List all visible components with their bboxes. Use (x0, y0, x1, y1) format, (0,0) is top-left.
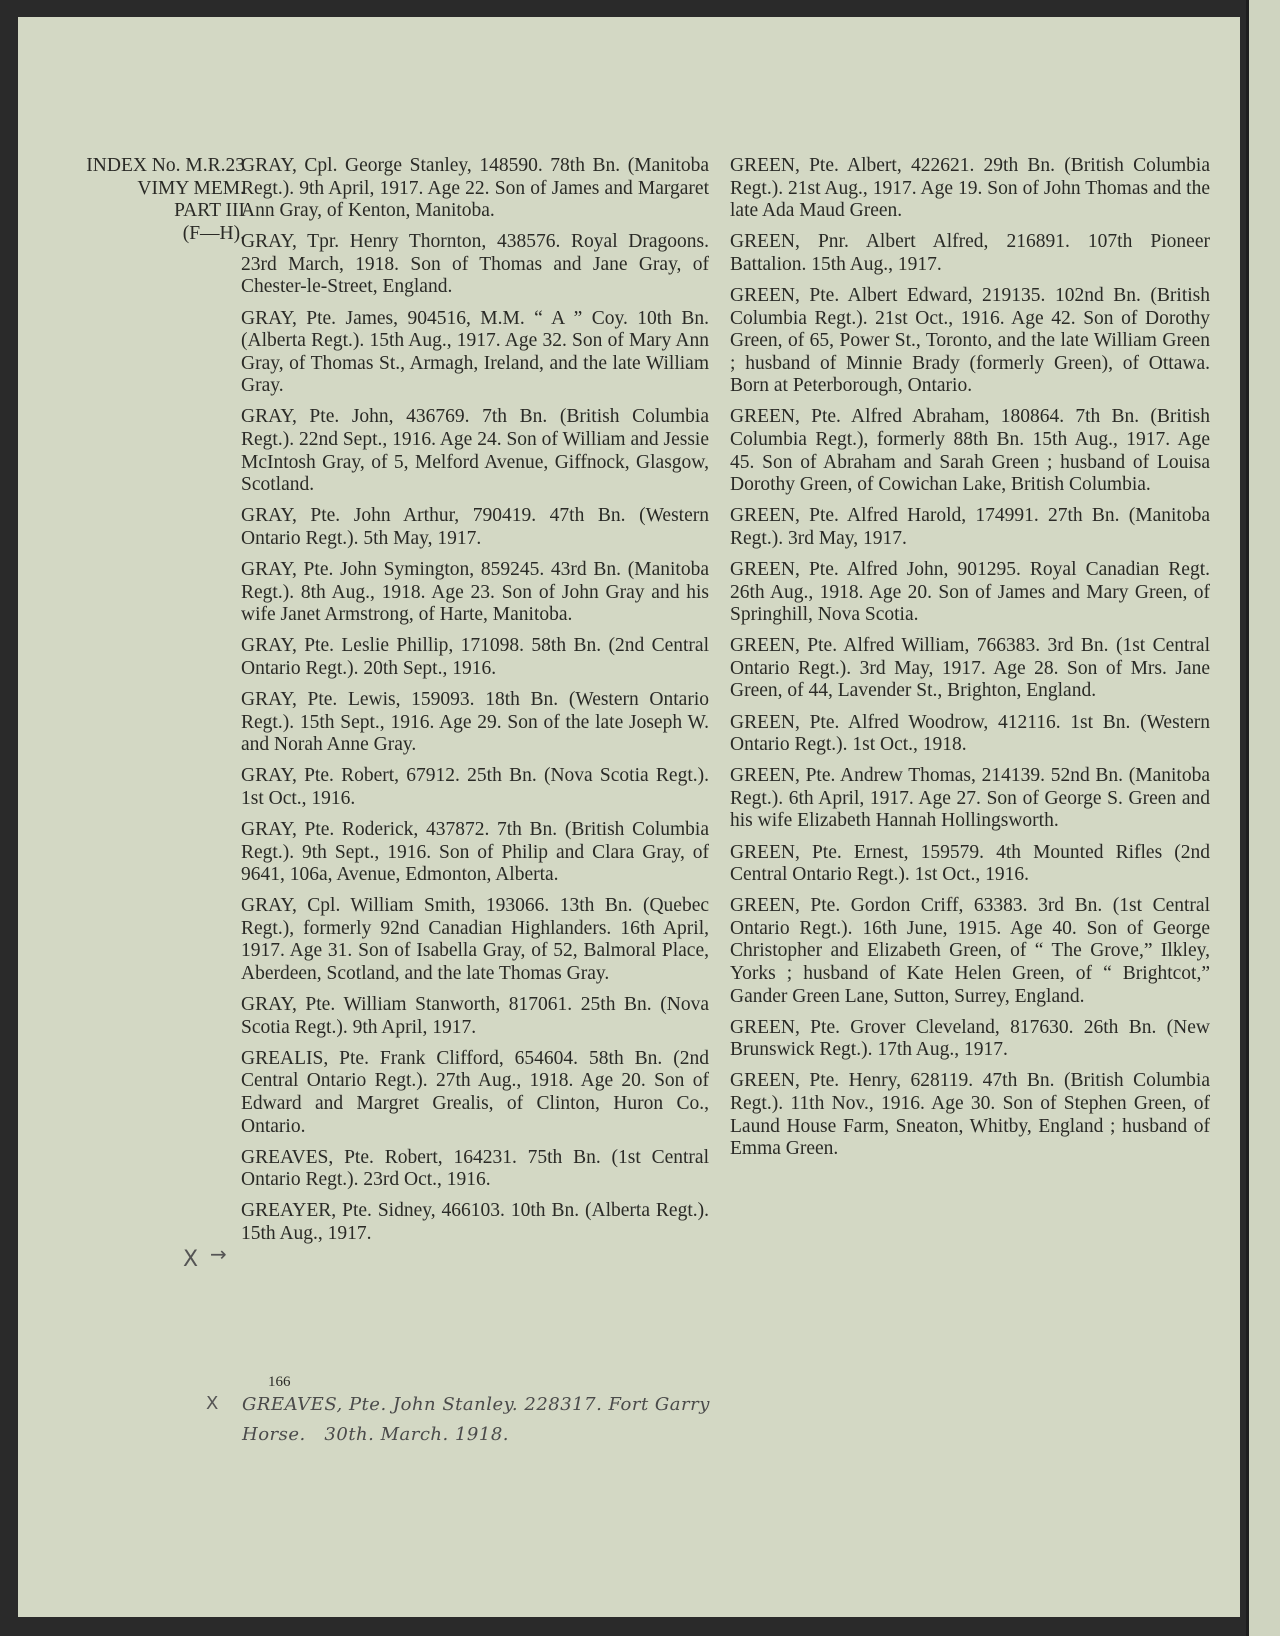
casualty-entry: GRAY, Cpl. William Smith, 193066. 13th Bn. (Quebec Regt.), formerly 92nd Canadian Highlanders. 16th April, 1917. Age 31. Son of Isabella Gray, of 52, Balmoral Place, Aberdeen, Scotland, and the late Thomas Gray. (241, 895, 709, 984)
casualty-entry: GREEN, Pte. Alfred Woodrow, 412116. 1st Bn. (Western Ontario Regt.). 1st Oct., 1918. (730, 711, 1210, 756)
casualty-entry: GRAY, Pte. Leslie Phillip, 171098. 58th Bn. (2nd Central Ontario Regt.). 20th Sept., 1916. (241, 635, 709, 679)
adjacent-page-edge (1246, 0, 1280, 1636)
casualty-entry: GREEN, Pte. Alfred Abraham, 180864. 7th Bn. (British Columbia Regt.), formerly 88th Bn. 15th Aug., 1917. Age 45. Son of Abraham and Sarah Green ; husband of Louisa Dorothy Green, of Cowichan Lake, British Columbia. (730, 406, 1210, 496)
casualty-entry: GREEN, Pte. Alfred Harold, 174991. 27th Bn. (Manitoba Regt.). 3rd May, 1917. (730, 505, 1210, 549)
casualty-entry: GREAYER, Pte. Sidney, 466103. 10th Bn. (Alberta Regt.). 15th Aug., 1917. (241, 1200, 709, 1244)
memorial-name: VIMY MEM. (137, 177, 245, 199)
casualty-entry: GRAY, Pte. William Stanworth, 817061. 25th Bn. (Nova Scotia Regt.). 9th April, 1917. (241, 994, 709, 1038)
casualty-entry: GREEN, Pte. Albert, 422621. 29th Bn. (British Columbia Regt.). 21st Aug., 1917. Age 19. Son of John Thomas and the late Ada Maud Green. (730, 155, 1210, 222)
casualty-entry: GRAY, Pte. Robert, 67912. 25th Bn. (Nova Scotia Regt.). 1st Oct., 1916. (241, 765, 709, 809)
casualty-entry: GREEN, Pte. Andrew Thomas, 214139. 52nd Bn. (Manitoba Regt.). 6th April, 1917. Age 27. Son of George S. Green and his wife Elizabeth Hannah Hollingsworth. (730, 765, 1210, 832)
casualty-entry: GREEN, Pte. Ernest, 159579. 4th Mounted Rifles (2nd Central Ontario Regt.). 1st Oct., 1916. (730, 841, 1210, 886)
casualty-entry: GRAY, Pte. Lewis, 159093. 18th Bn. (Western Ontario Regt.). 15th Sept., 1916. Age 29. Son of the late Joseph W. and Norah Anne Gray. (241, 688, 709, 756)
index-reference (20, 155, 245, 245)
casualty-entry: GRAY, Pte. John Symington, 859245. 43rd Bn. (Manitoba Regt.). 8th Aug., 1918. Age 23. Son of John Gray and his wife Janet Armstrong, of Harte, Manitoba. (241, 559, 709, 626)
letter-range: (F—H). (182, 222, 245, 244)
handwritten-x-mark-2: X (206, 1393, 219, 1414)
casualty-entry: GRAY, Pte. John, 436769. 7th Bn. (British Columbia Regt.). 22nd Sept., 1916. Age 24. Son of William and Jessie McIntosh Gray, of 5, Melford Avenue, Giffnock, Glasgow, Scotland. (241, 406, 709, 496)
part-number: PART III (174, 200, 245, 222)
handwritten-note-line-2: Horse. 30th. March. 1918. (242, 1424, 510, 1445)
casualty-entry: GREEN, Pte. Grover Cleveland, 817630. 26th Bn. (New Brunswick Regt.). 17th Aug., 1917. (730, 1016, 1210, 1061)
casualty-entry: GRAY, Pte. Roderick, 437872. 7th Bn. (British Columbia Regt.). 9th Sept., 1916. Son of Philip and Clara Gray, of 9641, 106a, Avenue, Edmonton, Alberta. (241, 818, 709, 886)
casualty-entry: GREEN, Pte. Albert Edward, 219135. 102nd Bn. (British Columbia Regt.). 21st Oct., 1916. Age 42. Son of Dorothy Green, of 65, Power St., Toronto, and the late William Green ; husband of Minnie Brady (formerly Green), of Ottawa. Born at Peterborough, Ontario. (730, 284, 1210, 397)
handwritten-x-mark: X (183, 1247, 199, 1272)
casualty-entry: GREAVES, Pte. Robert, 164231. 75th Bn. (1st Central Ontario Regt.). 23rd Oct., 1916. (241, 1146, 709, 1191)
casualty-entry: GRAY, Pte. James, 904516, M.M. “ A ” Coy. 10th Bn. (Alberta Regt.). 15th Aug., 1917. Age 32. Son of Mary Ann Gray, of Thomas St., Armagh, Ireland, and the late William Gray. (241, 307, 709, 397)
right-column (730, 155, 1210, 1169)
casualty-entry: GRAY, Cpl. George Stanley, 148590. 78th Bn. (Manitoba Regt.). 9th April, 1917. Age 22. Son of James and Margaret Ann Gray, of Kenton, Manitoba. (241, 155, 709, 222)
page-number: 166 (268, 1374, 291, 1390)
casualty-entry: GREEN, Pnr. Albert Alfred, 216891. 107th Pioneer Battalion. 15th Aug., 1917. (730, 231, 1210, 275)
casualty-entry: GRAY, Tpr. Henry Thornton, 438576. Royal Dragoons. 23rd March, 1918. Son of Thomas and Jane Gray, of Chester-le-Street, England. (241, 231, 709, 298)
handwritten-arrow-icon: → (210, 1242, 227, 1266)
index-number: INDEX No. M.R.23 (86, 155, 245, 176)
casualty-entry: GREEN, Pte. Henry, 628119. 47th Bn. (British Columbia Regt.). 11th Nov., 1916. Age 30. Son of Stephen Green, of Laund House Farm, Sneaton, Whitby, England ; husband of Emma Green. (730, 1070, 1210, 1160)
casualty-entry: GREEN, Pte. Alfred William, 766383. 3rd Bn. (1st Central Ontario Regt.). 3rd May, 1917. Age 28. Son of Mrs. Jane Green, of 44, Lavender St., Brighton, England. (730, 635, 1210, 702)
casualty-entry: GRAY, Pte. John Arthur, 790419. 47th Bn. (Western Ontario Regt.). 5th May, 1917. (241, 505, 709, 549)
handwritten-note-line-1: GREAVES, Pte. John Stanley. 228317. Fort Garry (242, 1394, 710, 1415)
casualty-entry: GREEN, Pte. Gordon Criff, 63383. 3rd Bn. (1st Central Ontario Regt.). 16th June, 1915. Age 40. Son of George Christopher and Elizabeth Green, of “ The Grove,” Ilkley, Yorks ; husband of Kate Helen Green, of “ Brightcot,” Gander Green Lane, Sutton, Surrey, England. (730, 895, 1210, 1007)
left-column (241, 155, 709, 1254)
casualty-entry: GREALIS, Pte. Frank Clifford, 654604. 58th Bn. (2nd Central Ontario Regt.). 27th Aug., 1918. Age 20. Son of Edward and Margret Grealis, of Clinton, Huron Co., Ontario. (241, 1047, 709, 1137)
casualty-entry: GREEN, Pte. Alfred John, 901295. Royal Canadian Regt. 26th Aug., 1918. Age 20. Son of James and Mary Green, of Springhill, Nova Scotia. (730, 559, 1210, 626)
